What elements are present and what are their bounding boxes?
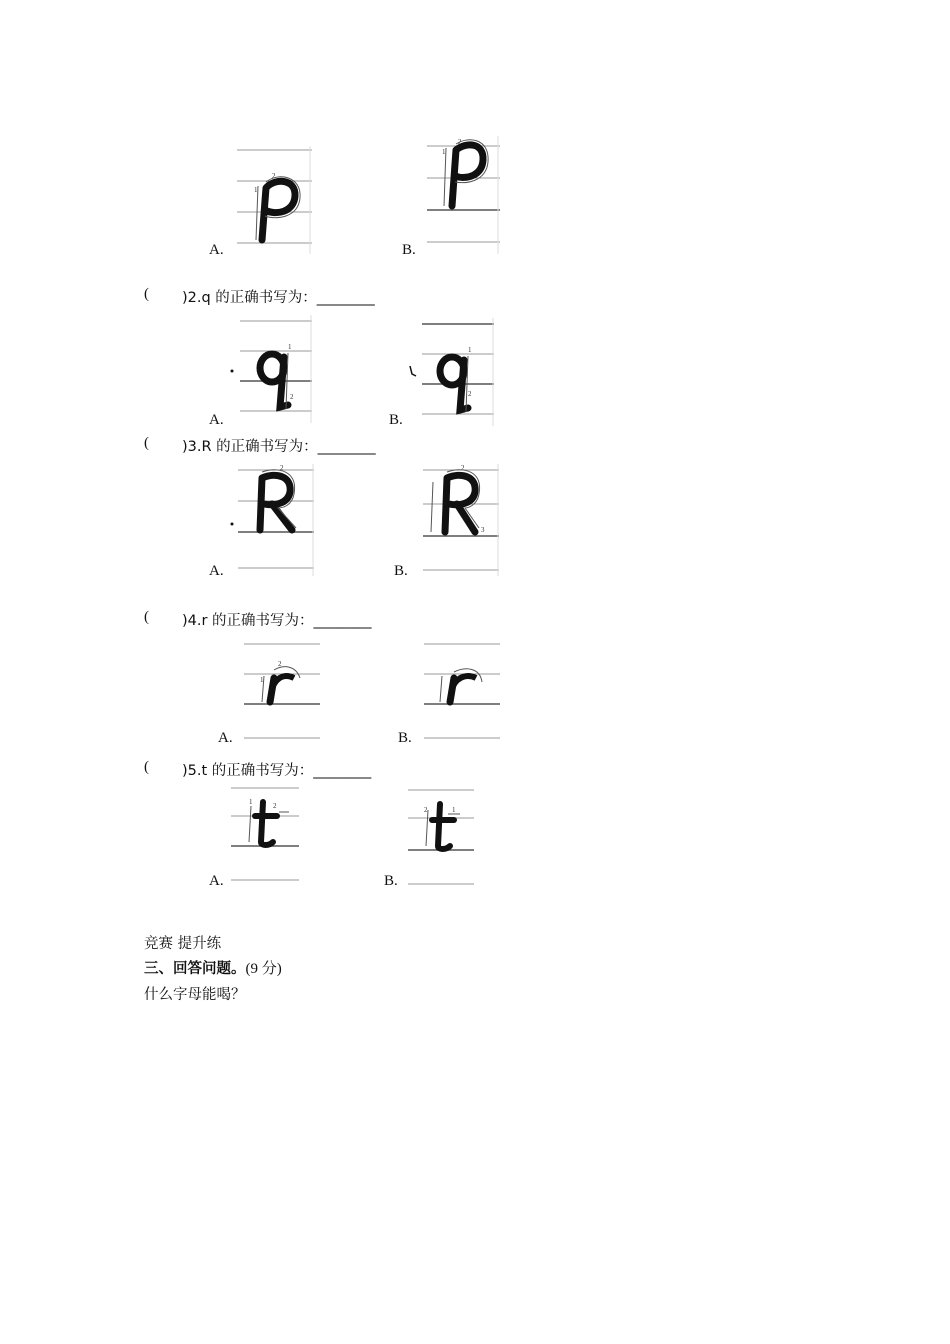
section-tag: 竞赛 提升练 [144,936,222,952]
option-label-t-a: A. [209,873,224,889]
svg-text:1: 1 [442,148,446,156]
option-label-p-a: A. [209,242,224,258]
letter-r-glyph [260,660,300,702]
option-card-p-b [422,134,504,256]
letter-R-writing-grid-a [232,462,316,578]
svg-text:2: 2 [461,464,465,472]
letter-p-glyph [442,138,488,206]
letter-r-writing-grid-b [420,636,502,746]
answer-paren: ( [144,609,149,625]
option-card-t-b [404,784,478,888]
letter-R-glyph [431,464,485,534]
svg-text:2: 2 [273,802,277,810]
section-question: 什么字母能喝？ [144,987,246,1003]
option-card-r-b [420,636,502,746]
option-label-t-b: B. [384,873,398,889]
option-label-r-a: A. [218,730,233,746]
option-card-r-a [240,636,322,746]
svg-text:1: 1 [260,676,264,684]
svg-text:2: 2 [424,806,428,814]
section-points: (9 分) [245,961,282,977]
option-card-t-a [229,784,303,888]
svg-text:2: 2 [278,660,282,668]
letter-q-glyph [440,346,472,412]
letter-t-writing-grid-b [404,784,478,888]
question-prompt: )2.q 的正确书写为：________ [182,290,375,306]
svg-text:1: 1 [288,343,292,351]
option-label-R-b: B. [394,563,408,579]
svg-text:2: 2 [468,390,472,398]
svg-text:2: 2 [290,393,294,401]
letter-R-glyph [260,464,296,530]
letter-q-writing-grid-a [232,313,314,425]
option-card-p-a [232,144,314,256]
option-card-q-b [412,316,496,428]
letter-q-glyph [260,343,294,409]
svg-text:1: 1 [468,346,472,354]
letter-t-glyph [424,804,460,849]
question-prompt: )3.R 的正确书写为：________ [182,439,376,455]
letter-q-writing-grid-b [412,316,496,428]
option-card-R-a [232,462,316,578]
letter-p-glyph [254,172,300,240]
answer-paren: ( [144,435,149,451]
svg-text:3: 3 [481,526,485,534]
option-card-q-a [232,313,314,425]
svg-text:1: 1 [452,806,456,814]
answer-paren: ( [144,286,149,302]
question-prompt: )4.r 的正确书写为：________ [182,613,372,629]
option-label-R-a: A. [209,563,224,579]
letter-r-writing-grid-a [240,636,322,746]
svg-text:2: 2 [458,138,462,146]
answer-paren: ( [144,759,149,775]
option-card-R-b [417,462,501,578]
option-label-p-b: B. [402,242,416,258]
question-prompt: )5.t 的正确书写为：________ [182,763,372,779]
letter-t-glyph [249,798,289,845]
letter-p-writing-grid-a [232,144,314,256]
option-label-q-b: B. [389,412,403,428]
section-heading-text: 三、回答问题。 [144,961,246,977]
svg-text:1: 1 [249,798,253,806]
section-heading [144,957,282,978]
svg-text:2: 2 [272,172,276,180]
svg-text:2: 2 [280,464,284,472]
option-label-r-b: B. [398,730,412,746]
svg-text:1: 1 [254,186,258,194]
letter-t-writing-grid-a [229,784,303,888]
letter-R-writing-grid-b [417,462,501,578]
letter-p-writing-grid-b [422,134,504,256]
option-label-q-a: A. [209,412,224,428]
